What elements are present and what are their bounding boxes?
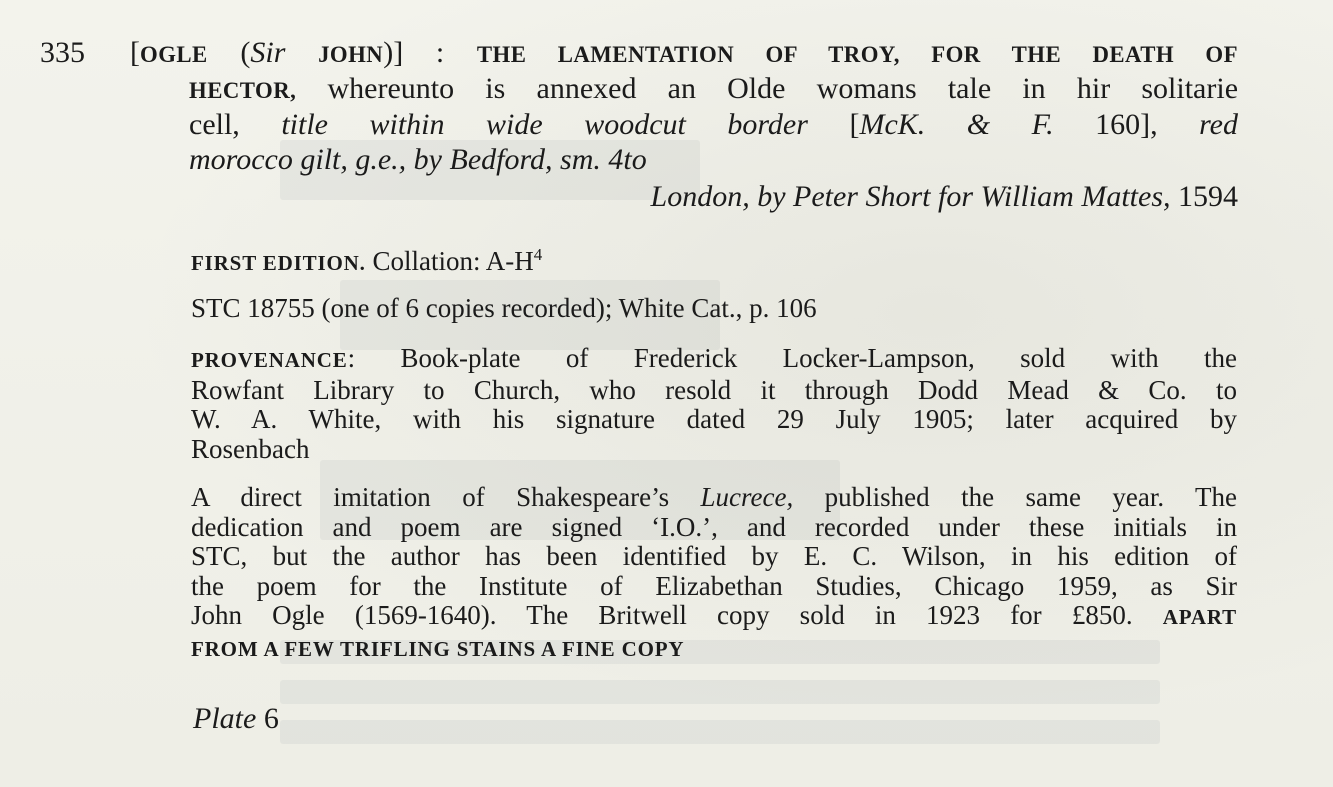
stc-reference [191,294,1237,324]
imprint-year: 1594 [1178,180,1238,213]
notes-line-3: STC, but the author has been identified by E. C. Wilson, in his edition of [191,541,1237,571]
provenance-line-3: W. A. White, with his signature dated 29 July 1905; later acquired by [191,404,1237,434]
provenance-line-2: Rowfant Library to Church, who resold it through Dodd Mead & Co. to [191,374,1237,405]
imprint-place-printer: London, by Peter Short for William Mattes, [650,180,1171,213]
condition-note-end: FROM A FEW TRIFLING STAINS A FINE COPY [191,636,685,661]
author-title: Sir [250,36,286,69]
heading-colon: : [435,36,445,69]
collation-text: Collation: A-H [372,246,534,276]
stc-text: STC 18755 (one of 6 copies recorded); White Cat., p. 106 [191,293,817,323]
condition-note-start: APART [1162,605,1238,629]
reference-bracket: [ [849,108,860,141]
notes-line-5 [191,601,1237,633]
entry-number: 335 [40,36,85,69]
imprint [651,180,1238,214]
notes-text-1b: published the same year. The [824,482,1238,512]
title-part-1: THE LAMENTATION OF TROY, FOR THE DEATH OF [476,42,1238,67]
bibliographic-notes [191,483,1237,664]
author-forename: JOHN [318,42,384,67]
provenance-text-1: : Book-plate of Frederick Locker-Lampson, sold with the [347,343,1237,373]
heading-line-1: [OGLE (Sir JOHN)] : THE LAMENTATION OF TROY, FOR THE DEATH OF [130,36,1238,69]
author-surname: OGLE [140,42,208,67]
plate-reference [193,702,279,736]
notes-line-1 [191,483,1237,513]
collation [191,240,1237,279]
reference-source: McK. & F. [859,108,1054,141]
heading-line-4: morocco gilt, g.e., by Bedford, sm. 4to [189,143,647,176]
notes-line-4: the poem for the Institute of Elizabethan Studies, Chicago 1959, as Sir [191,570,1237,601]
notes-italic-title: Lucrece, [700,482,794,512]
collation-superscript: 4 [533,245,543,264]
subtitle-text: whereunto is annexed an Olde womans tale in hir solitarie [327,72,1239,105]
notes-text-1a: A direct imitation of Shakespeare’s [191,482,670,512]
provenance-line-1 [191,344,1237,376]
bracket-open: [ [130,36,140,69]
provenance [191,344,1237,464]
notes-line-6 [191,633,1237,665]
reference-number: 160], [1095,108,1158,141]
binding-start: red [1199,108,1239,141]
plate-label: Plate [193,702,257,735]
edition-label: FIRST EDITION. [191,251,366,275]
notes-text-5: John Ogle (1569-1640). The Britwell copy sold in 1923 for £850. [191,600,1133,630]
provenance-line-4: Rosenbach [191,433,310,464]
subtitle-end: cell, [189,108,240,141]
provenance-label: PROVENANCE [191,348,348,372]
heading-line-2 [189,72,1238,108]
bracket-close: )] [383,36,404,69]
description-italic: title within wide woodcut border [281,108,808,141]
plate-number: 6 [263,702,279,735]
title-part-2: HECTOR, [189,78,297,103]
notes-line-2: dedication and poem are signed ‘I.O.’, and recorded under these initials in [191,511,1237,542]
heading-line-3 [189,108,1238,142]
